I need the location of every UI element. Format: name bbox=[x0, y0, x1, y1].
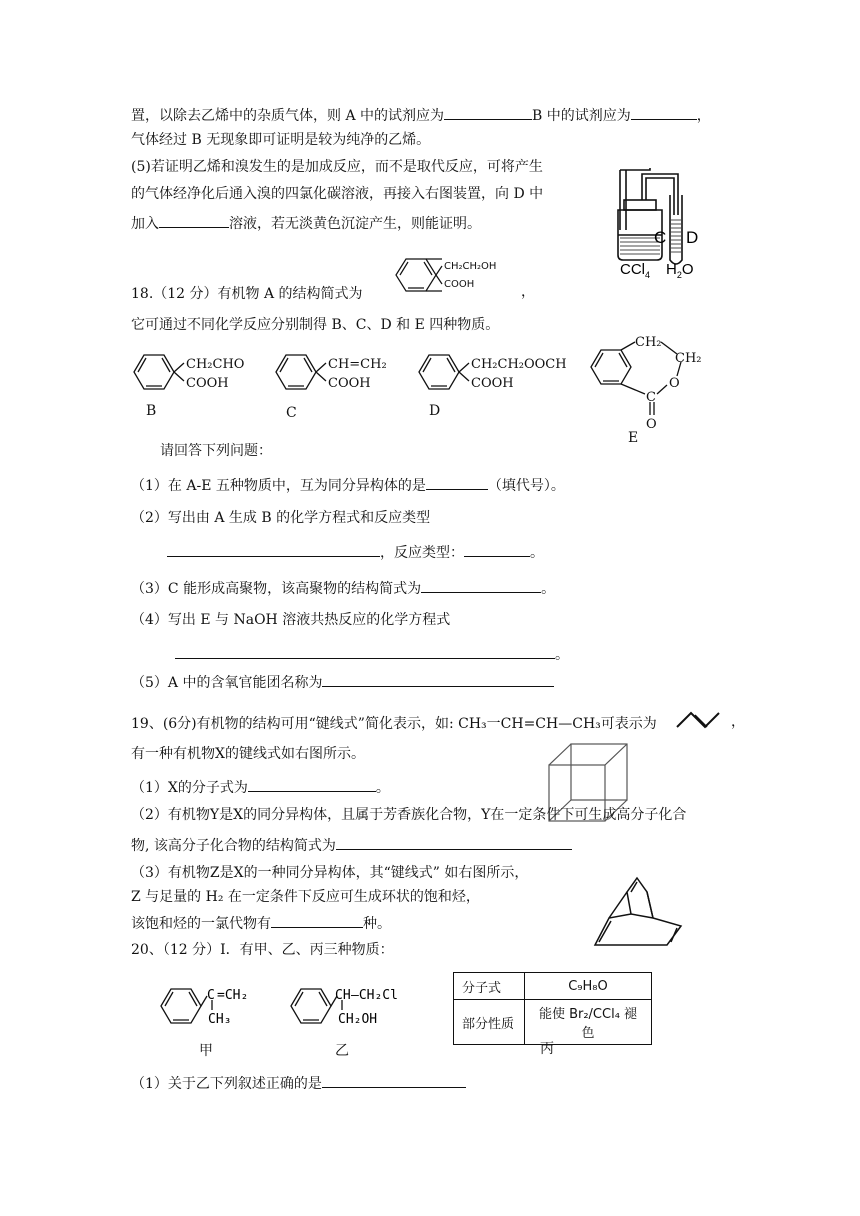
a-sub2: COOH bbox=[444, 279, 475, 290]
z-skeletal-figure bbox=[585, 870, 690, 950]
q20-part1 bbox=[131, 1073, 466, 1093]
text: （3）C 能形成高聚物，该高聚物的结构简式为 bbox=[131, 581, 422, 597]
q20-intro: 20、（12 分）I．有甲、乙、丙三种物质： bbox=[131, 942, 394, 958]
answer-blank-reaction-type[interactable] bbox=[464, 542, 530, 557]
text: 置，以除去乙烯中的杂质气体，则 A 中的试剂应为 bbox=[131, 108, 445, 124]
e-ch2b: CH₂ bbox=[675, 351, 702, 366]
text: 该饱和烃的一氯代物有 bbox=[131, 916, 271, 932]
jia-c: C bbox=[207, 988, 215, 1003]
q18-line2: 它可通过不同化学反应分别制得 B、C、D 和 E 四种物质。 bbox=[131, 317, 500, 333]
line-2: 气体经过 B 无现象即可证明是较为纯净的乙烯。 bbox=[131, 132, 431, 148]
text: 。 bbox=[541, 581, 556, 597]
a-sub1: CH₂CH₂OH bbox=[444, 261, 497, 272]
bing-property-table bbox=[453, 972, 652, 1045]
text: （1）X的分子式为 bbox=[131, 780, 248, 796]
text: 19、(6分)有机物的结构可用“键线式”简化表示，如: CH₃一CH=CH—CH₃可表示为 bbox=[131, 716, 657, 732]
e-c: C bbox=[646, 390, 656, 405]
text: ，反应类型： bbox=[380, 545, 464, 561]
table-cell: 能使 Br₂/CCl₄ 褪色 bbox=[525, 1000, 652, 1045]
label-d: D bbox=[686, 228, 699, 247]
answer-blank-polymer[interactable] bbox=[421, 578, 541, 593]
yi-label: 乙 bbox=[335, 1043, 349, 1059]
label-c: C bbox=[654, 228, 667, 247]
answer-blank-polymer-y[interactable] bbox=[336, 835, 572, 850]
e-label: E bbox=[628, 430, 639, 446]
q19-comma: ， bbox=[731, 714, 745, 730]
molecule-jia bbox=[155, 978, 275, 1058]
q19-intro bbox=[131, 715, 657, 733]
text: 。 bbox=[530, 545, 544, 561]
q18-ask: 请回答下列问题： bbox=[160, 443, 272, 459]
line-5 bbox=[131, 213, 481, 233]
text: （5）A 中的含氧官能团名称为 bbox=[131, 675, 323, 691]
text: 。 bbox=[375, 780, 390, 796]
table-row bbox=[454, 1000, 652, 1045]
b-sub2: COOH bbox=[186, 376, 229, 391]
text: ， bbox=[696, 108, 711, 124]
text: 。 bbox=[555, 647, 569, 663]
table-cell: 分子式 bbox=[454, 973, 525, 1000]
butene-skeletal-icon bbox=[675, 708, 725, 732]
jia-ch3: CH₃ bbox=[208, 1012, 232, 1027]
molecule-e bbox=[585, 330, 715, 445]
b-label: B bbox=[146, 403, 157, 419]
c-sub2: COOH bbox=[328, 376, 371, 391]
b-sub1: CH₂CHO bbox=[186, 357, 245, 372]
molecule-b bbox=[128, 345, 258, 420]
line-3: (5)若证明乙烯和溴发生的是加成反应，而不是取代反应，可将产生 bbox=[131, 159, 543, 175]
q19-part2: （2）有机物Y是X的同分异构体，且属于芳香族化合物，Y在一定条件下可生成高分子化合 bbox=[131, 807, 687, 823]
molecule-c bbox=[270, 345, 400, 420]
yi-ch2cl: —CH₂Cl bbox=[351, 988, 398, 1003]
text: 种。 bbox=[363, 916, 391, 932]
answer-blank-reagent[interactable] bbox=[159, 213, 229, 228]
q18-intro bbox=[131, 285, 363, 303]
c-label: C bbox=[286, 405, 297, 421]
q18-part2-answer bbox=[167, 542, 544, 562]
q19-part3-line3 bbox=[131, 913, 391, 933]
q19-line2: 有一种有机物X的键线式如右图所示。 bbox=[131, 746, 365, 762]
answer-blank-functional-group[interactable] bbox=[322, 672, 554, 687]
q19-part3: （3）有机物Z是X的一种同分异构体，其“键线式” 如右图所示， bbox=[131, 865, 529, 881]
text: 物, 该高分子化合物的结构简式为 bbox=[131, 838, 336, 854]
q18-part4: （4）写出 E 与 NaOH 溶液共热反应的化学方程式 bbox=[131, 612, 451, 628]
q18-part4-answer bbox=[175, 644, 569, 664]
molecule-d bbox=[413, 345, 588, 420]
apparatus-figure bbox=[600, 160, 710, 285]
bing-label: 丙 bbox=[540, 1041, 554, 1057]
d-label: D bbox=[429, 403, 441, 419]
e-ch2a: CH₂ bbox=[635, 335, 662, 350]
q18-part3 bbox=[131, 578, 555, 598]
answer-blank-equation[interactable] bbox=[167, 542, 380, 557]
label-ccl4: CCl$_4$ bbox=[620, 261, 651, 280]
e-o-ring: O bbox=[669, 376, 680, 391]
d-sub1: CH₂CH₂OOCH bbox=[471, 357, 567, 372]
q18-part5 bbox=[131, 672, 554, 692]
text: 加入 bbox=[131, 216, 159, 232]
c-sub1: CH=CH₂ bbox=[328, 357, 387, 372]
molecule-yi bbox=[285, 978, 435, 1058]
molecule-a bbox=[382, 250, 532, 300]
answer-blank-formula[interactable] bbox=[248, 777, 376, 792]
yi-ch: CH bbox=[335, 988, 351, 1003]
text: （1）在 A-E 五种物质中，互为同分异构体的是 bbox=[131, 478, 426, 494]
yi-ch2oh: CH₂OH bbox=[338, 1012, 378, 1027]
text: B 中的试剂应为 bbox=[532, 108, 631, 124]
line-4: 的气体经净化后通入溴的四氯化碳溶液，再接入右图装置，向 D 中 bbox=[131, 186, 544, 202]
label-h2o: $H_2O$ bbox=[666, 261, 694, 280]
answer-blank-yi-statements[interactable] bbox=[322, 1073, 466, 1088]
q19-part3-line2: Z 与足量的 H₂ 在一定条件下反应可生成环状的饱和烃， bbox=[131, 889, 480, 905]
q19-part2-line2 bbox=[131, 835, 572, 855]
text: 18.（12 分）有机物 A 的结构简式为 bbox=[131, 286, 363, 302]
answer-blank-a[interactable] bbox=[444, 105, 532, 120]
table-row bbox=[454, 973, 652, 1000]
d-sub2: COOH bbox=[471, 376, 514, 391]
q19-part1 bbox=[131, 777, 390, 797]
e-o-dbl: O bbox=[646, 417, 657, 432]
jia-label: 甲 bbox=[199, 1043, 213, 1059]
table-cell: C₉H₈O bbox=[525, 973, 652, 1000]
text: （1）关于乙下列叙述正确的是 bbox=[131, 1076, 322, 1092]
answer-blank-naoh-equation[interactable] bbox=[175, 644, 555, 659]
answer-blank-b[interactable] bbox=[631, 105, 697, 120]
line-1 bbox=[131, 105, 711, 125]
q18-part1 bbox=[131, 475, 565, 495]
text: （填代号）。 bbox=[487, 478, 565, 494]
answer-blank-monochloro-count[interactable] bbox=[271, 913, 363, 928]
table-cell: 部分性质 bbox=[454, 1000, 525, 1045]
jia-ch2: =CH₂ bbox=[217, 988, 249, 1003]
q18-part2: （2）写出由 A 生成 B 的化学方程式和反应类型 bbox=[131, 510, 431, 526]
answer-blank-isomers[interactable] bbox=[426, 475, 488, 490]
q18-comma: ， bbox=[521, 284, 535, 300]
text: 溶液，若无淡黄色沉淀产生，则能证明。 bbox=[229, 216, 481, 232]
